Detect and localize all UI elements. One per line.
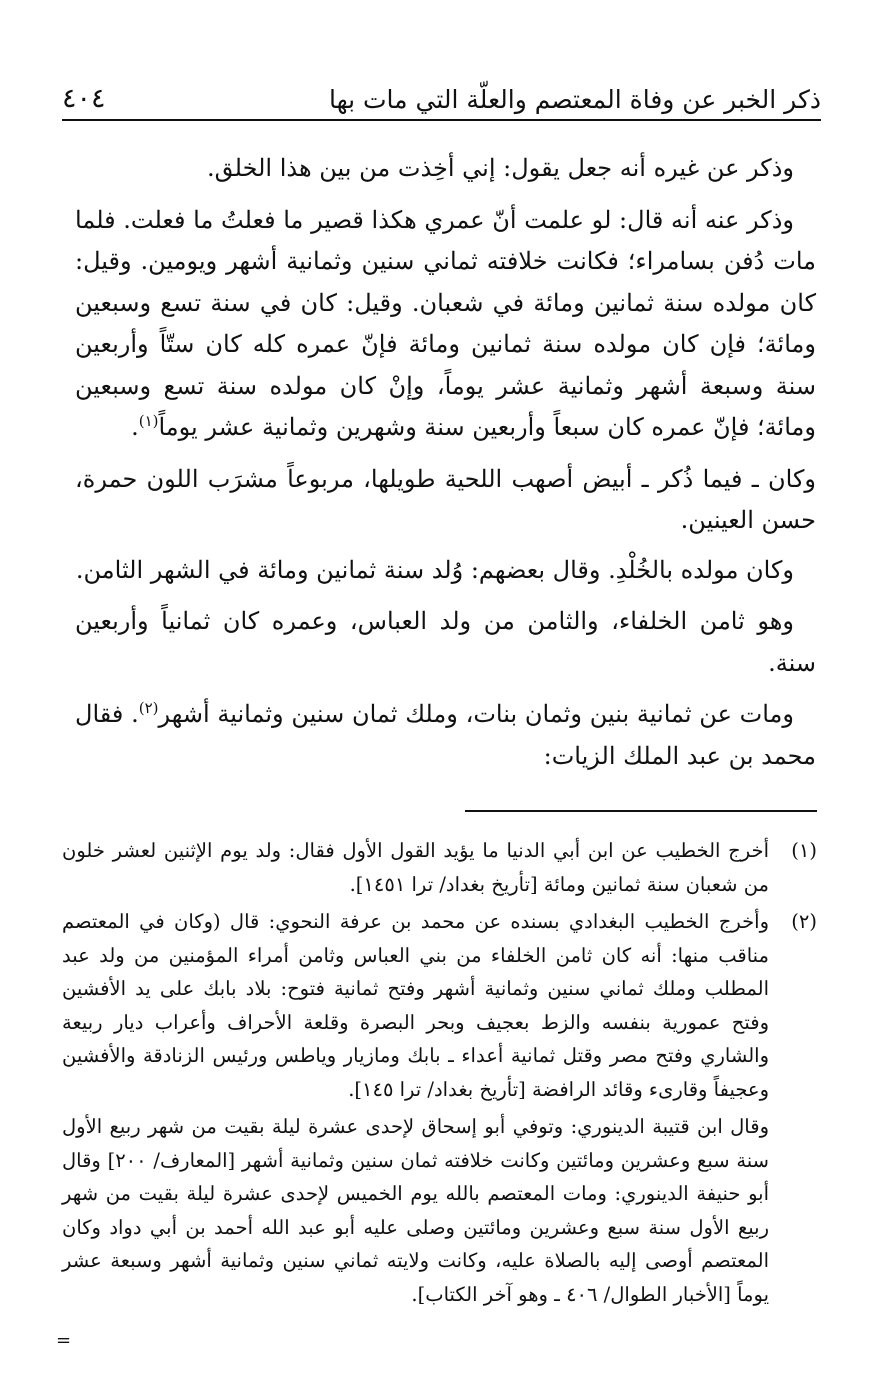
footnotes <box>62 834 817 1311</box>
main-text <box>75 148 816 787</box>
page-number: ٤٠٤ <box>62 83 106 114</box>
footnote-ref-1: (١) <box>138 412 159 430</box>
footnote-2-number: (٢) <box>791 910 817 933</box>
running-header <box>62 70 821 118</box>
running-title: ذكر الخبر عن وفاة المعتصم والعلّة التي مات بها <box>328 85 821 114</box>
paragraph-1: وذكر عن غيره أنه جعل يقول: إني أخِذت من بين هذا الخلق. <box>207 154 794 182</box>
paragraph-3: وكان ـ فيما ذُكر ـ أبيض أصهب اللحية طويلها، مربوعاً مشرَب اللون حمرة، حسن العينين. <box>75 464 816 534</box>
paragraph-5: وهو ثامن الخلفاء، والثامن من ولد العباس، وعمره كان ثمانياً وأربعين سنة. <box>75 607 816 677</box>
footnote-rule <box>465 810 817 812</box>
paragraph-6-end: . فقال محمد بن عبد الملك الزيات: <box>75 700 816 770</box>
header-rule <box>62 119 821 121</box>
footnote-2-continuation: وقال ابن قتيبة الدينوري: وتوفي أبو إسحاق لإحدى عشرة ليلة بقيت من شهر ربيع الأول سنة سبع وعشرين ومائتين وكانت خلافته ثمان سنين وثمانية أشهر [المعارف/ ٢٠٠] وقال أبو حنيفة الدينوري: ومات المعتصم بالله يوم الخميس لإحدى عشرة ليلة بقيت من شهر ربيع الأول سنة سبع وعشرين ومائتين وصلى عليه أبو عبد الله أحمد بن أبي دواد وكان المعتصم أوصى إليه بالصلاة عليه، وكانت ولايته ثماني سنين وثمانية أشهر وسبعة عشر يوماً [الأخبار الطوال/ ٤٠٦ ـ وهو آخر الكتاب]. <box>62 1115 769 1306</box>
paragraph-2-end: . <box>131 413 139 441</box>
paragraph-2-text: وذكر عنه أنه قال: لو علمت أنّ عمري هكذا قصير ما فعلتُ ما فعلت. فلما مات دُفن بسامراء؛ فكانت خلافته ثماني سنين وثمانية أشهر ويومين. وقيل: كان مولده سنة ثمانين ومائة في شعبان. وقيل: كان في سنة تسع وسبعين ومائة؛ فإن كان مولده سنة ثمانين ومائة فإنّ عمره كله كان ستّاً وأربعين سنة وسبعة أشهر وثمانية عشر يوماً، وإنْ كان مولده سنة تسع وسبعين ومائة؛ فإنّ عمره كان سبعاً وأربعين سنة وشهرين وثمانية عشر يوماً <box>75 205 816 441</box>
paragraph-4: وكان مولده بالخُلْدِ. وقال بعضهم: وُلد سنة ثمانين ومائة في الشهر الثامن. <box>75 555 794 584</box>
continuation-mark: = <box>56 1330 72 1351</box>
footnote-1-number: (١) <box>791 839 817 862</box>
paragraph-6-text: ومات عن ثمانية بنين وثمان بنات، وملك ثمان سنين وثمانية أشهر <box>158 700 795 728</box>
footnote-2 <box>62 905 817 1106</box>
footnote-ref-2: (٢) <box>138 699 159 717</box>
paragraph-6 <box>75 694 816 777</box>
footnote-1 <box>62 834 817 901</box>
footnote-1-text: أخرج الخطيب عن ابن أبي الدنيا ما يؤيد القول الأول فقال: ولد يوم الإثنين لعشر خلون من شعبان سنة ثمانين ومائة [تأريخ بغداد/ ترا ١٤٥١]. <box>62 839 769 896</box>
paragraph-2 <box>75 200 816 449</box>
footnote-2-text: وأخرج الخطيب البغدادي بسنده عن محمد بن عرفة النحوي: قال (وكان في المعتصم مناقب منها: أنه كان ثامن الخلفاء من بني العباس وثامن أمراء المؤمنين من ولد عبد المطلب وملك ثماني سنين وثمانية أشهر وفتح ثمانية فتوح: بلاد بابك على يد الأفشين وفتح عمورية بنفسه والزط بعجيف وبحر البصرة وقلعة الأحراف وأعراب ديار ربيعة والشاري وفتح مصر وقتل ثمانية أعداء ـ بابك ومازيار وياطس ورئيس الزنادقة والأفشين وعجيفاً وقارىء وقائد الرافضة [تأريخ بغداد/ ترا ١٤٥]. <box>62 910 769 1101</box>
